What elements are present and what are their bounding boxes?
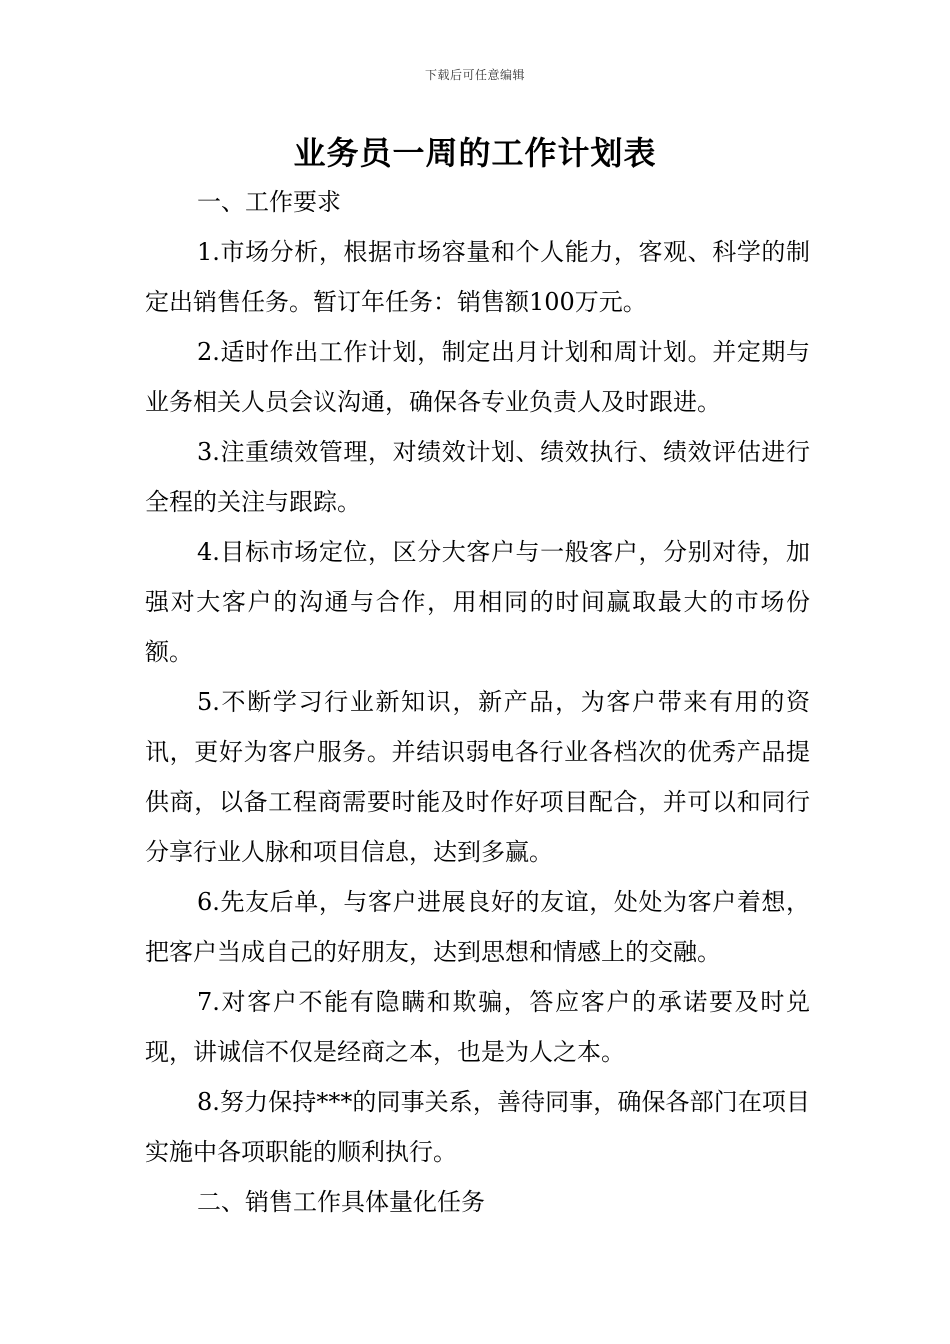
header-note: 下载后可任意编辑 [424,68,525,82]
section-heading-sales-tasks: 二、销售工作具体量化任务 [197,1188,485,1216]
requirement-item-3: 3.注重绩效管理，对绩效计划、绩效执行、绩效评估进行全程的关注与跟踪。 [145,438,810,516]
section-heading-requirements: 一、工作要求 [197,188,341,216]
requirement-item-2: 2.适时作出工作计划，制定出月计划和周计划。并定期与业务相关人员会议沟通，确保各专业负责人及时跟进。 [145,338,810,416]
requirement-item-8: 8.努力保持***的同事关系，善待同事，确保各部门在项目实施中各项职能的顺利执行。 [145,1088,810,1166]
requirement-item-7: 7.对客户不能有隐瞒和欺骗，答应客户的承诺要及时兑现，讲诚信不仅是经商之本，也是为人之本。 [145,988,810,1066]
requirement-item-1: 1.市场分析，根据市场容量和个人能力，客观、科学的制定出销售任务。暂订年任务：销售额100万元。 [145,238,810,316]
requirement-item-5: 5.不断学习行业新知识，新产品，为客户带来有用的资讯，更好为客户服务。并结识弱电各行业各档次的优秀产品提供商，以备工程商需要时能及时作好项目配合，并可以和同行分享行业人脉和项目信息，达到多赢。 [145,688,810,866]
requirement-item-6: 6.先友后单，与客户进展良好的友谊，处处为客户着想，把客户当成自己的好朋友，达到思想和情感上的交融。 [145,888,810,966]
requirement-item-4: 4.目标市场定位，区分大客户与一般客户，分别对待，加强对大客户的沟通与合作，用相同的时间赢取最大的市场份额。 [145,538,810,666]
document-body [145,177,810,1227]
document-title: 业务员一周的工作计划表 [293,134,657,172]
